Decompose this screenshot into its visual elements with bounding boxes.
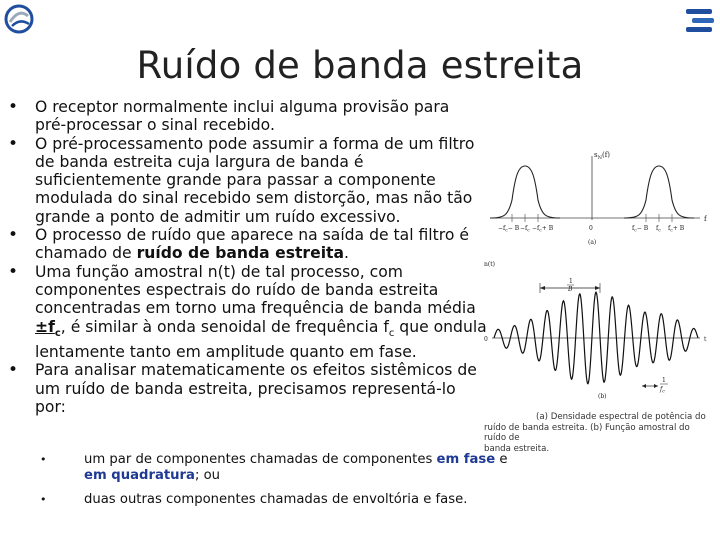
label-b: (b) xyxy=(598,393,607,400)
slide-title: Ruído de banda estreita xyxy=(136,44,584,87)
one-over-fc-label: 1 xyxy=(662,377,666,384)
subbullet-2: • duas outras componentes chamadas de envoltória e fase. xyxy=(40,492,468,507)
label-a: (a) xyxy=(588,239,597,246)
bullet-list xyxy=(8,98,508,416)
tick-zero: 0 xyxy=(589,225,593,232)
subbullet-1: • um par de componentes chamadas de componentes em fase e em quadratura; ou xyxy=(40,452,508,483)
term-quadrature: em quadratura xyxy=(84,468,195,483)
tick-minus-fc-plus-b: $-f_c+ B$ xyxy=(532,225,554,234)
psd-left-lobe xyxy=(490,166,560,218)
bullet-dot: • xyxy=(40,493,47,506)
bullet-dot: • xyxy=(40,453,47,466)
svg-text:B: B xyxy=(568,286,573,293)
zero-b-label: 0 xyxy=(484,336,488,343)
bullet-dot: • xyxy=(8,360,19,381)
psd-label: $s_N(f)$ xyxy=(594,151,611,161)
svg-text:fc: $f_c$ xyxy=(660,386,665,395)
bullet-dot: • xyxy=(8,133,19,154)
figure-caption: (a) Densidade espectral de potência do ruído de banda estreita. (b) Função amostral do ruído de banda estreita. xyxy=(484,412,706,454)
tick-minus-fc: $-f_c$ xyxy=(520,225,530,234)
bullet-5: • Para analisar matematicamente os efeitos sistêmicos de um ruído de banda estreita, precisamos representá-lo por: xyxy=(8,360,477,416)
bullet-4: • Uma função amostral n(t) de tal processo, com componentes espectrais do ruído de banda estreita concentradas em torno uma frequência de banda média $\pm f_c$, é similar à onda senoidal de frequência $f_c$ que ondula lentamente tanto em amplitude quanto em fase. xyxy=(8,261,487,361)
bullet-dot: • xyxy=(8,225,19,246)
bullet-1: • O receptor normalmente inclui alguma provisão para pré-processar o sinal recebido. xyxy=(8,97,450,135)
bullet-3: • O processo de ruído que aparece na saída de tal filtro é chamado de ruído de banda estreita. xyxy=(8,225,469,263)
university-logo-icon xyxy=(4,4,34,34)
tick-minus-fc-minus-b: $-f_c- B$ xyxy=(498,225,520,234)
department-logo-icon xyxy=(684,6,716,36)
narrowband-noise-figure xyxy=(482,140,714,450)
bold-term: ruído de banda estreita xyxy=(136,244,345,263)
bullet-dot: • xyxy=(8,261,19,282)
t-label: t xyxy=(704,336,707,343)
one-over-b-label: 1 xyxy=(569,278,573,285)
axis-f-label: f xyxy=(704,215,707,223)
bullet-dot: • xyxy=(8,97,19,117)
subbullet-list xyxy=(40,452,510,516)
tick-fc-plus-b: $f_c+ B$ xyxy=(668,225,685,234)
term-in-phase: em fase xyxy=(436,452,496,467)
bullet-2: • O pré-processamento pode assumir a forma de um filtro de banda estreita cuja largura de banda é suficientemente grande para passar a componente modulada do sinal recebido sem distorção, mas não tão grande a ponto de admitir um ruído excessivo. xyxy=(8,133,475,226)
tick-fc-minus-b: $f_c- B$ xyxy=(632,225,649,234)
psd-right-lobe xyxy=(624,166,694,218)
n-t-label: n(t) xyxy=(484,261,495,268)
tick-fc: $f_c$ xyxy=(656,225,661,234)
